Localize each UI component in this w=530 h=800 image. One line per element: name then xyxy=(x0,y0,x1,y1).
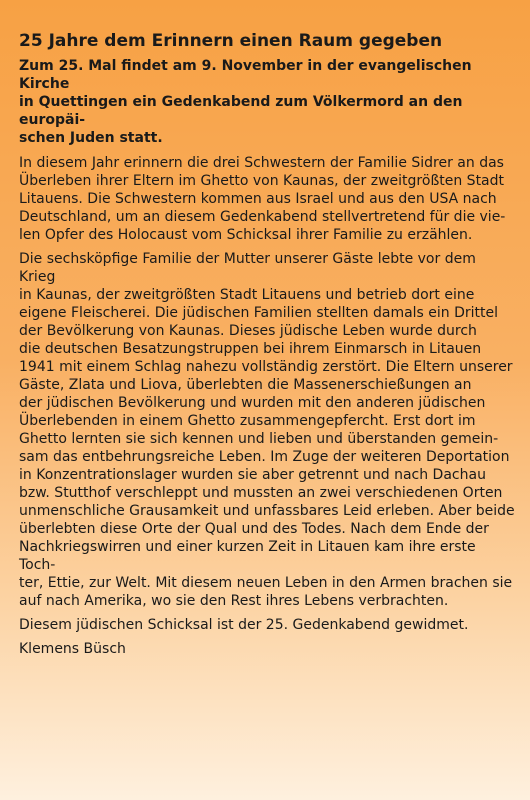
article-lead: Zum 25. Mal findet am 9. November in der evangelischen Kirche in Quettingen ein Gedenkabend zum Völkermord an den europäi- schen Juden statt. xyxy=(19,58,472,146)
article-paragraph: Diesem jüdischen Schicksal ist der 25. Gedenkabend gewidmet. xyxy=(19,617,469,633)
article-paragraph: In diesem Jahr erinnern die drei Schwestern der Familie Sidrer an das Überleben ihrer Eltern im Ghetto von Kaunas, der zweitgrößten Stadt Litauens. Die Schwestern kommen aus Israel und aus den USA nach Deutschland, um an diesem Gedenkabend stellvertretend für die vie- len Opfer des Holocaust vom Schicksal ihrer Familie zu erzählen. xyxy=(19,155,506,243)
article-title: 25 Jahre dem Erinnern einen Raum gegeben xyxy=(19,31,443,51)
article-author: Klemens Büsch xyxy=(19,641,126,657)
article-paragraph: Die sechsköpfige Familie der Mutter unserer Gäste lebte vor dem Krieg in Kaunas, der zweitgrößten Stadt Litauens und betrieb dort eine eigene Fleischerei. Die jüdischen Familien stellten damals ein Drittel der Bevölkerung von Kaunas. Dieses jüdische Leben wurde durch die deutschen Besatzungstruppen bei ihrem Einmarsch in Litauen 1941 mit einem Schlag nahezu vollständig zerstört. Die Eltern unserer Gäste, Zlata und Liova, überlebten die Massenerschießungen an der jüdischen Bevölkerung und wurden mit den anderen jüdischen Überlebenden in einem Ghetto zusammengepfercht. Erst dort im Ghetto lernten sie sich kennen und lieben und überstanden gemein- sam das entbehrungsreiche Leben. Im Zuge der weiteren Deportation in Konzentrationslager wurden sie aber getrennt und nach Dachau bzw. Stutthof verschleppt und mussten an zwei verschiedenen Orten unmenschliche Grausamkeit und unfassbares Leid erleben. Aber beide überlebten diese Orte der Qual und des Todes. Nach dem Ende der Nachkriegswirren und einer kurzen Zeit in Litauen kam ihre erste Toch- ter, Ettie, zur Welt. Mit diesem neuen Leben in den Armen brachen sie auf nach Amerika, wo sie den Rest ihres Lebens verbrachten. xyxy=(19,251,515,609)
